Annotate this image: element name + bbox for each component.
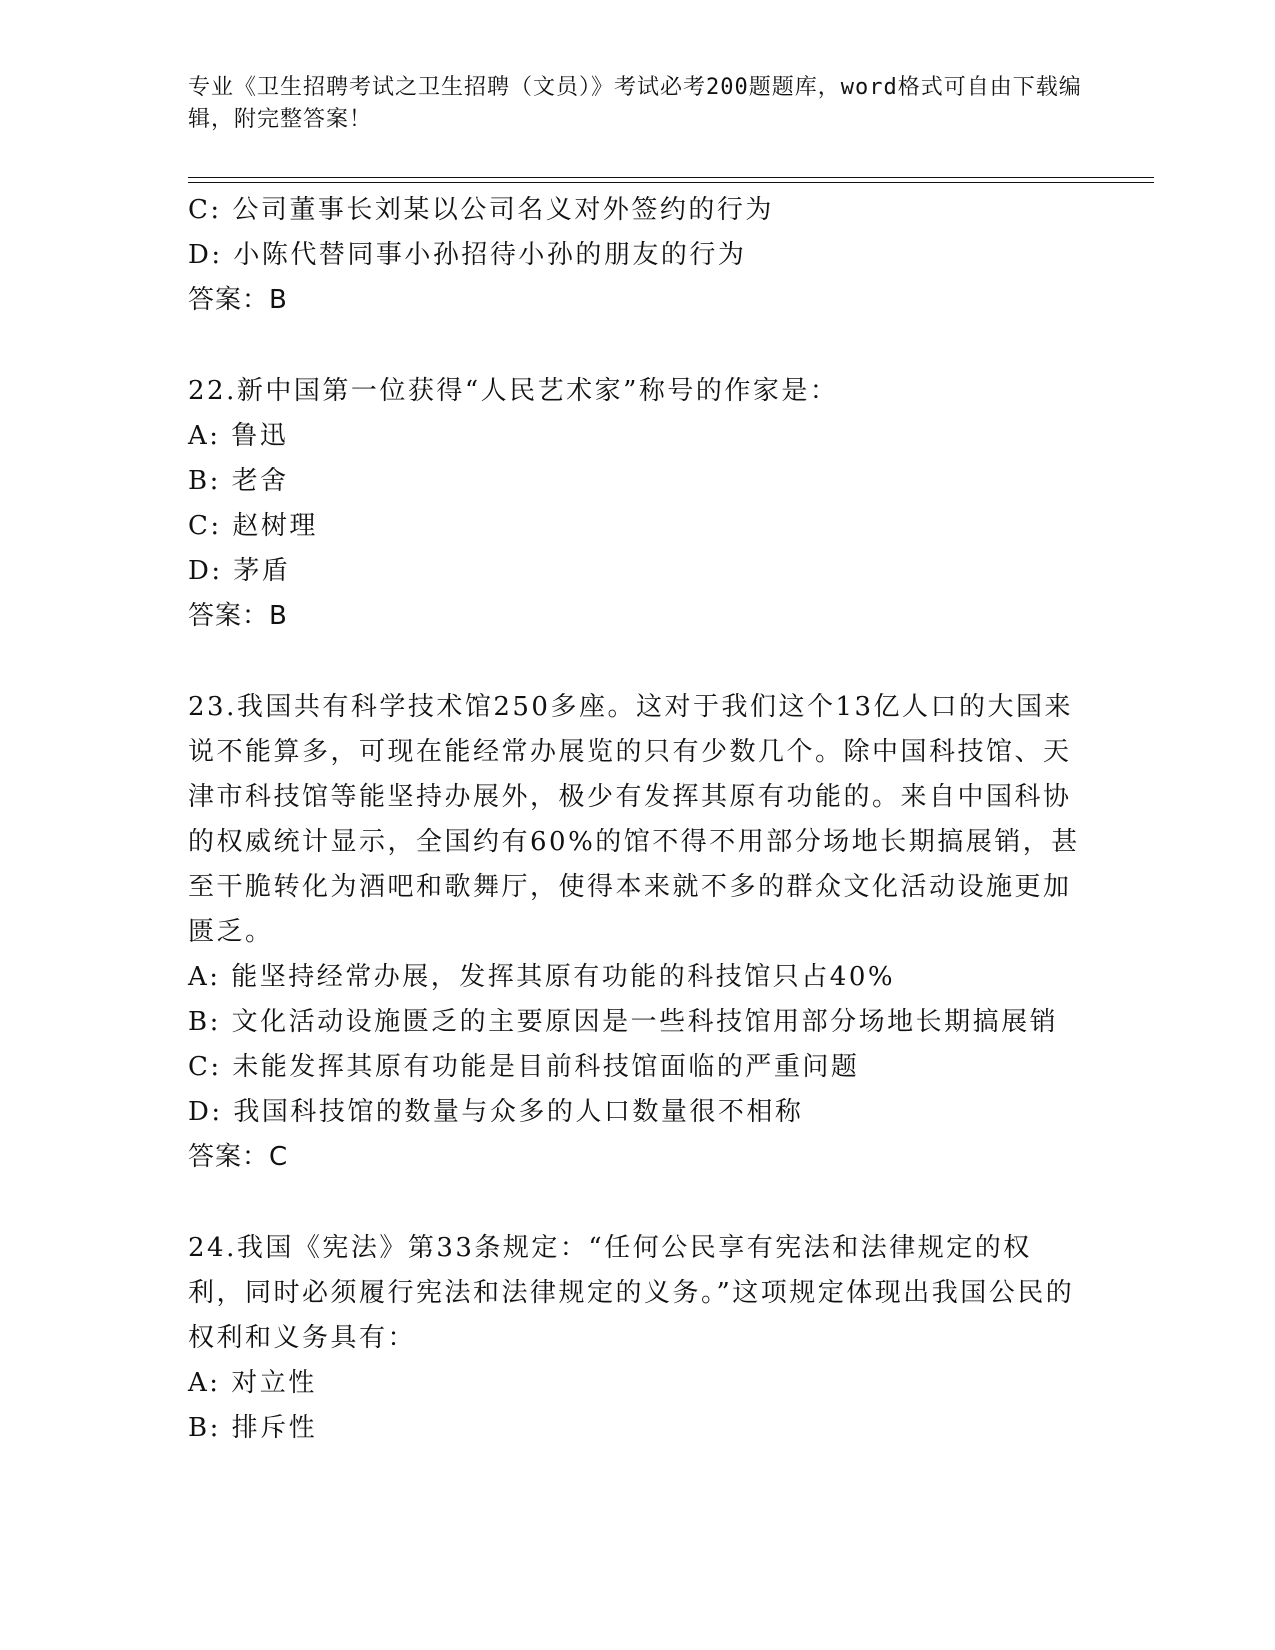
option-c: C: 赵树理 — [188, 511, 318, 541]
answer-label: 答案：C — [188, 1142, 289, 1172]
document-header: 专业《卫生招聘考试之卫生招聘（文员）》考试必考200题题库，word格式可自由下载编辑，附完整答案！ — [188, 75, 1082, 132]
question-stem: 22.新中国第一位获得“人民艺术家”称号的作家是： — [188, 376, 839, 406]
header-divider — [188, 177, 1154, 183]
question-block-24 — [188, 1226, 1088, 1451]
option-c: C: 未能发挥其原有功能是目前科技馆面临的严重问题 — [188, 1052, 860, 1082]
question-stem: 24.我国《宪法》第33条规定：“任何公民享有宪法和法律规定的权利，同时必须履行宪法和法律规定的义务。”这项规定体现出我国公民的权利和义务具有： — [188, 1233, 1075, 1353]
answer-label: 答案：B — [188, 285, 288, 315]
option-d: D: 茅盾 — [188, 556, 291, 586]
option-a: A: 能坚持经常办展，发挥其原有功能的科技馆只占40% — [188, 962, 896, 992]
option-b: B: 老舍 — [188, 466, 289, 496]
option-d: D: 我国科技馆的数量与众多的人口数量很不相称 — [188, 1097, 804, 1127]
question-block-22 — [188, 369, 1088, 639]
option-a: A: 鲁迅 — [188, 421, 289, 451]
option-b: B: 排斥性 — [188, 1413, 318, 1443]
option-d: D: 小陈代替同事小孙招待小孙的朋友的行为 — [188, 240, 747, 270]
question-block-21 — [188, 188, 1088, 323]
option-a: A: 对立性 — [188, 1368, 317, 1398]
option-b: B: 文化活动设施匮乏的主要原因是一些科技馆用部分场地长期搞展销 — [188, 1007, 1059, 1037]
answer-label: 答案：B — [188, 601, 288, 631]
option-c: C: 公司董事长刘某以公司名义对外签约的行为 — [188, 195, 774, 225]
document-body — [188, 188, 1088, 1451]
question-block-23 — [188, 685, 1088, 1180]
question-stem: 23.我国共有科学技术馆250多座。这对于我们这个13亿人口的大国来说不能算多，可现在能经常办展览的只有少数几个。除中国科技馆、天津市科技馆等能坚持办展外，极少有发挥其原有功能的。来自中国科协的权威统计显示，全国约有60%的馆不得不用部分场地长期搞展销，甚至干脆转化为酒吧和歌舞厅，使得本来就不多的群众文化活动设施更加匮乏。 — [188, 692, 1080, 947]
